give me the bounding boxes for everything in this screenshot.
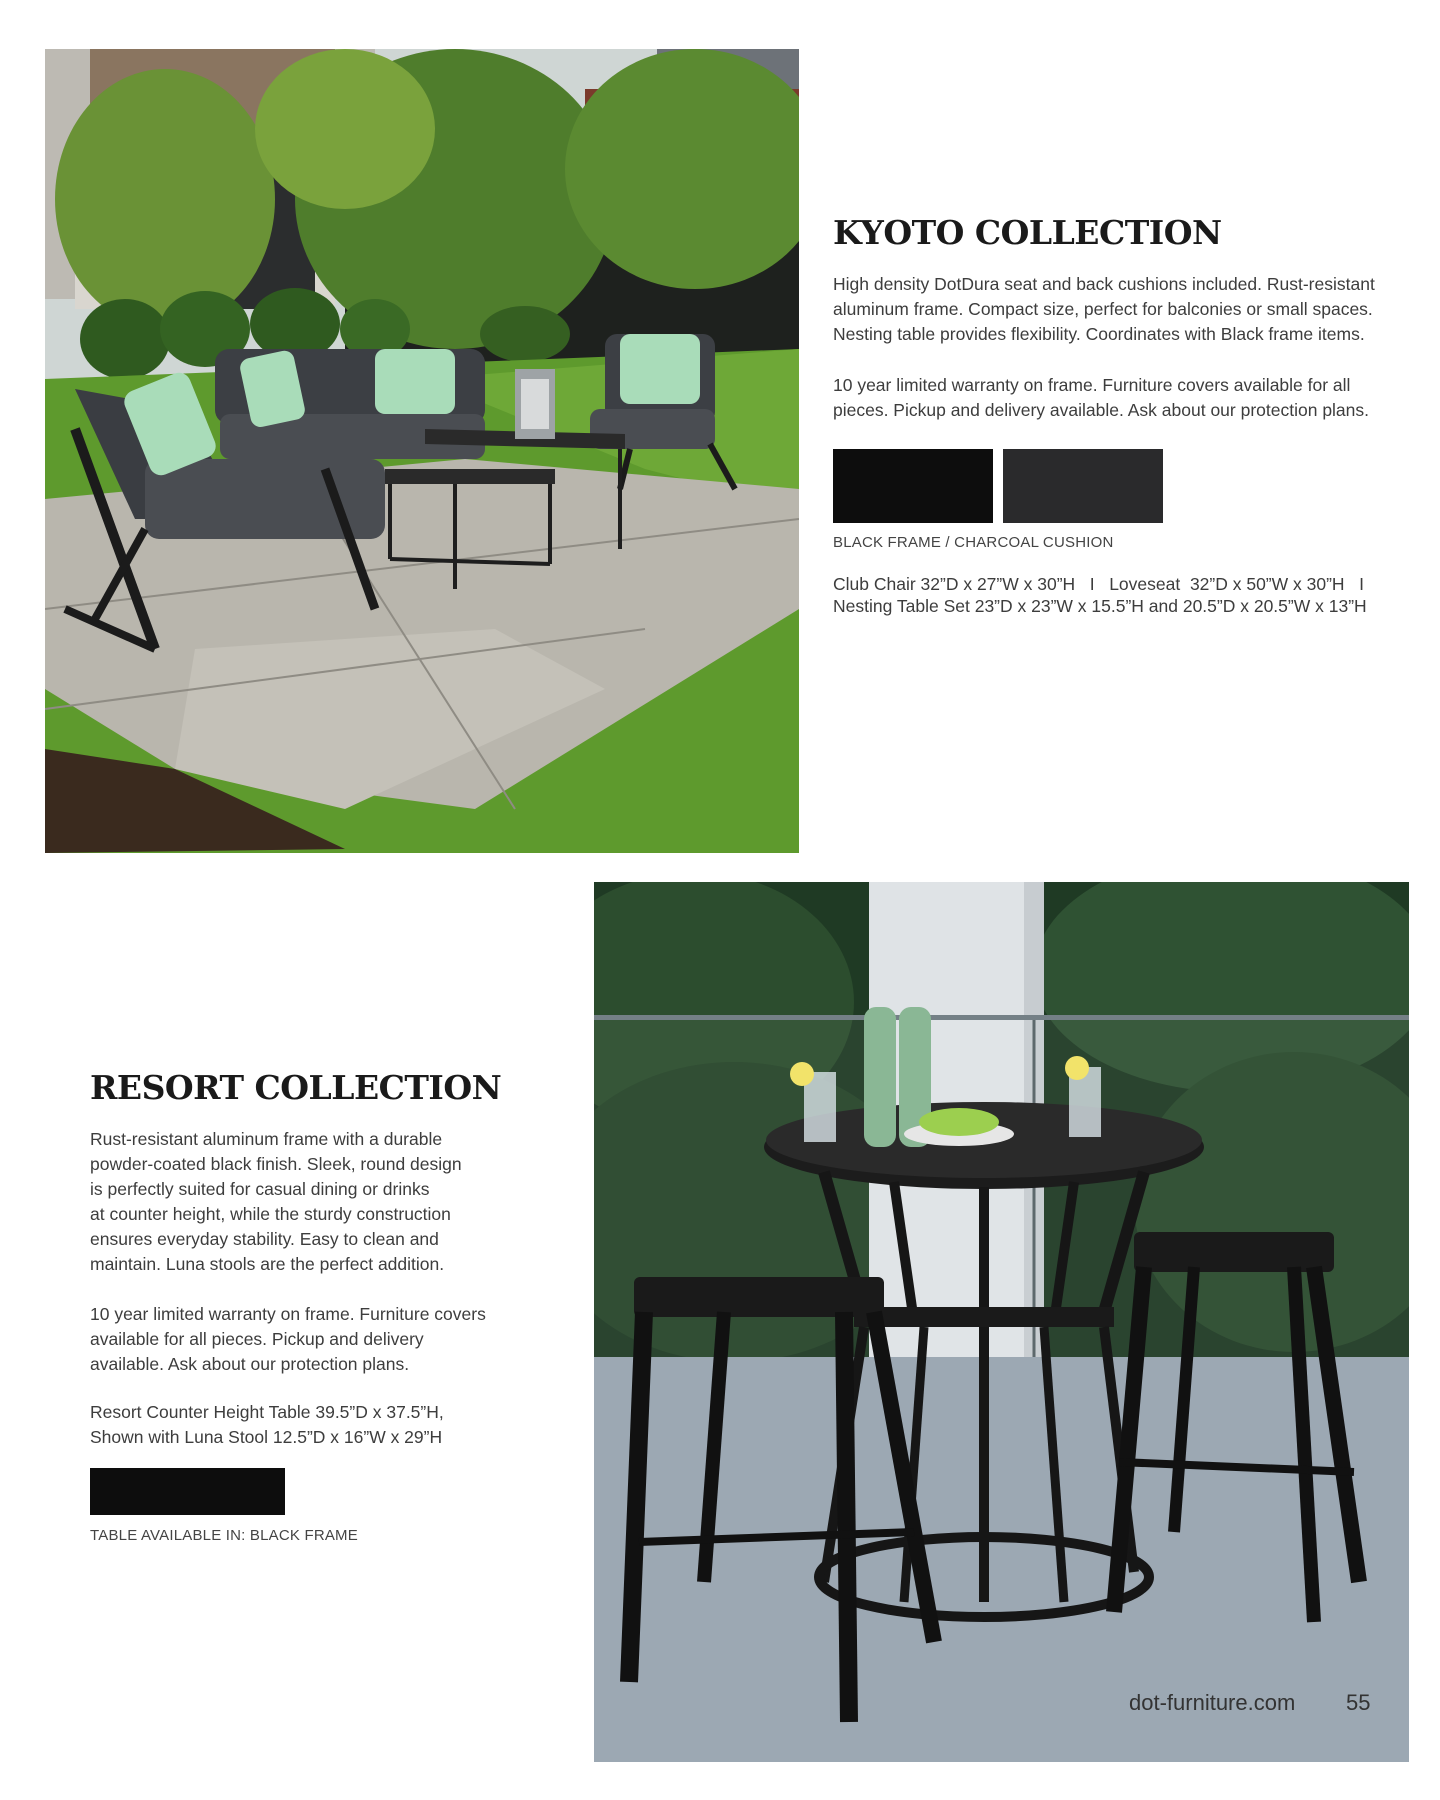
resort-warranty-text [90,1302,530,1377]
resort-description-line: at counter height, while the sturdy construction [90,1204,451,1224]
kyoto-dimensions-line-2: Nesting Table Set 23”D x 23”W x 15.5”H and 20.5”D x 20.5”W x 13”H [833,596,1367,616]
resort-dimensions-line: Shown with Luna Stool 12.5”D x 16”W x 29”H [90,1427,443,1447]
kyoto-collection-photo [45,49,799,853]
kyoto-dimensions-line-1: Club Chair 32”D x 27”W x 30”H I Loveseat 32”D x 50”W x 30”H I [833,574,1365,594]
resort-warranty-line: available for all pieces. Pickup and delivery [90,1329,424,1349]
resort-description-line: Rust-resistant aluminum frame with a durable [90,1129,443,1149]
kyoto-warranty-text: 10 year limited warranty on frame. Furniture covers available for all pieces. Pickup and delivery available. Ask about our protection plans. [833,375,1370,420]
resort-dimensions [90,1400,530,1450]
black-frame-swatch [833,449,993,523]
footer-website: dot-furniture.com [1129,1690,1296,1715]
kyoto-description: High density DotDura seat and back cushions included. Rust-resistant aluminum frame. Compact size, perfect for balconies or small spaces. Nesting table provides flexibility. Coordinates with Black frame items. [833,274,1375,344]
resort-description-line: is perfectly suited for casual dining or drinks [90,1179,430,1199]
resort-description [90,1127,530,1277]
charcoal-cushion-swatch [1003,449,1163,523]
resort-warranty-line: 10 year limited warranty on frame. Furniture covers [90,1304,486,1324]
resort-description-line: maintain. Luna stools are the perfect addition. [90,1254,445,1274]
resort-collection-title: RESORT COLLECTION [90,1068,502,1107]
resort-dimensions-line: Resort Counter Height Table 39.5”D x 37.5”H, [90,1402,444,1422]
resort-description-line: ensures everyday stability. Easy to clean and [90,1229,439,1249]
page-number: 55 [1346,1690,1371,1715]
kyoto-collection-title: KYOTO COLLECTION [833,213,1222,252]
resort-description-line: powder-coated black finish. Sleek, round design [90,1154,462,1174]
resort-swatch-caption: TABLE AVAILABLE IN: BLACK FRAME [90,1527,358,1544]
kyoto-swatch-caption: BLACK FRAME / CHARCOAL CUSHION [833,534,1114,551]
resort-black-frame-swatch [90,1468,285,1515]
resort-warranty-line: available. Ask about our protection plans. [90,1354,410,1374]
resort-collection-photo [594,882,1409,1762]
